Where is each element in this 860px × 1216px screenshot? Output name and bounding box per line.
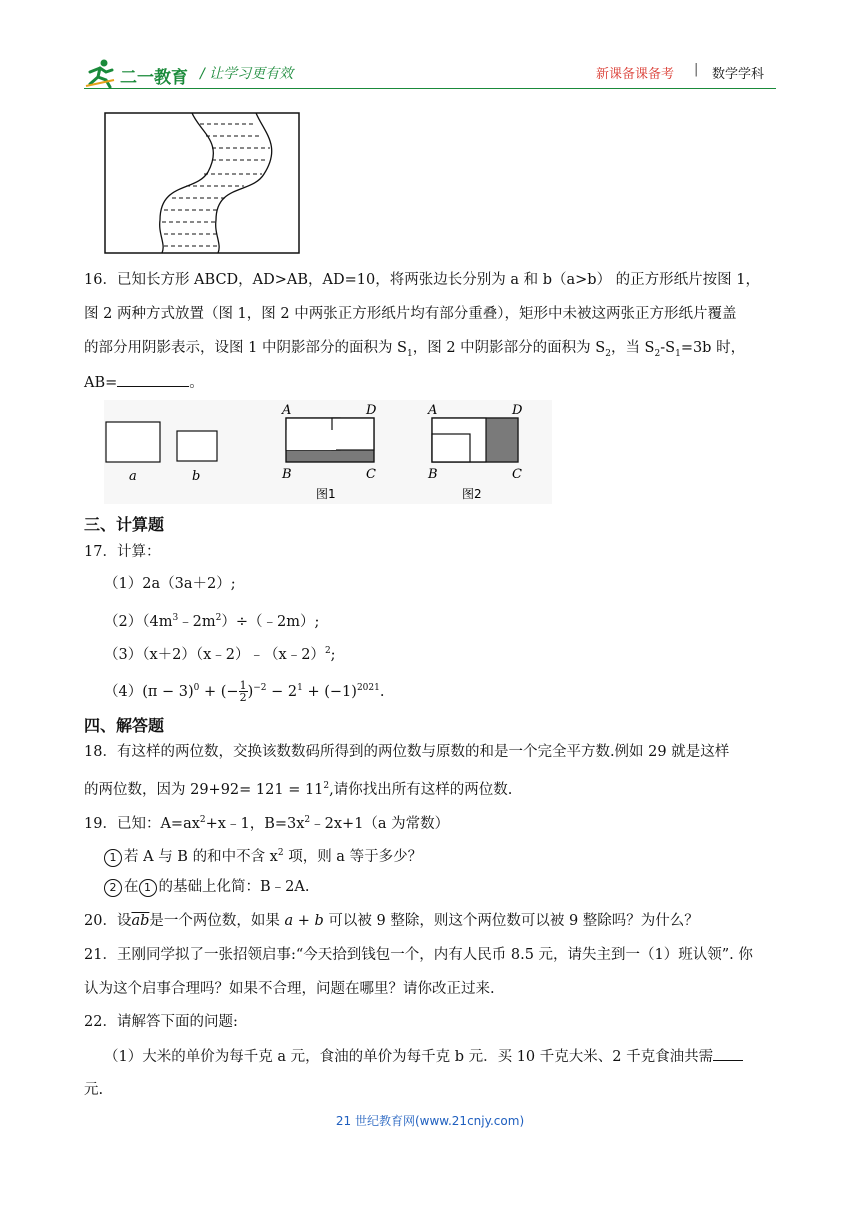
q19-part2: 2 在 1 的基础上化简：B﹣2A. — [104, 877, 309, 897]
header-separator: | — [694, 62, 699, 77]
svg-text:D: D — [512, 403, 523, 418]
answer-blank[interactable] — [713, 1046, 743, 1061]
svg-text:C: C — [512, 467, 522, 482]
q16-line3: 的部分用阴影表示，设图 1 中阴影部分的面积为 $S_1$，图 2 中阴影部分的面积为 $S_2$，当 $S_2-S_1=3b$ 时， — [84, 340, 746, 359]
footer-link[interactable]: 21 世纪教育网(www.21cnjy.com) — [335, 1114, 525, 1128]
squares-figure — [104, 400, 552, 504]
header-rule — [84, 88, 776, 89]
runner-logo-icon — [84, 58, 118, 88]
label-b: b — [192, 469, 201, 484]
answer-blank[interactable] — [117, 372, 189, 387]
river-figure — [104, 112, 300, 254]
fig1-caption: 图1 — [316, 487, 336, 501]
q17-item3: （3）（x＋2）（x﹣2）﹣（x﹣2）$^2$; — [104, 646, 336, 663]
label-a: a — [129, 469, 137, 484]
logo — [84, 58, 194, 88]
svg-text:D: D — [366, 403, 377, 418]
q17-item1: （1）2a（3a＋2）; — [104, 576, 236, 592]
q16-line1: 16．已知长方形 ABCD，AD>AB，AD=10，将两张边长分别为 a 和 b（a>b） 的正方形纸片按图 1， — [84, 272, 761, 288]
q18-line2: 的两位数，因为 $29+92= 121 = 11^2$,请你找出所有这样的两位数. — [84, 781, 513, 798]
svg-text:C: C — [366, 467, 376, 482]
header-subject-label: 数学学科 — [712, 67, 765, 82]
svg-text:B: B — [282, 467, 292, 482]
q16-line4: AB= 。 — [84, 372, 204, 393]
q17-item2: $(2)(4m^3﹣2m^2)\div(﹣2m)$; — [104, 613, 320, 630]
q17-stem: 17．计算： — [84, 544, 161, 560]
fig2-caption: 图2 — [462, 487, 482, 501]
q21-line2: 认为这个启事合理吗？如果不合理，问题在哪里？请你改正过来. — [84, 981, 495, 997]
logo-text: 二一教育 — [120, 68, 188, 88]
q22-part1: （1）大米的单价为每千克 a 元，食油的单价为每千克 b 元．买 10 千克大米、2 千克食油共需 — [104, 1046, 743, 1067]
q16-line2: 图 2 两种方式放置（图 1，图 2 中两张正方形纸片均有部分重叠），矩形中未被这两张正方形纸片覆盖 — [84, 306, 737, 322]
section3-title: 三、计算题 — [84, 515, 165, 534]
q17-item4: $(4)(\pi - 3)^0$ + (− $\frac{1}{2}$ )$^{-2} - 2^1 + (-1)^{2021}$. — [104, 679, 385, 705]
q19-stem: 19．已知：$A=ax^2+x﹣1$，$B=3x^2﹣2x+1(a$ 为常数） — [84, 815, 450, 832]
svg-text:A: A — [282, 403, 292, 418]
svg-text:A: A — [428, 403, 438, 418]
svg-text:B: B — [428, 467, 438, 482]
q18-line1: 18．有这样的两位数，交换该数数码所得到的两位数与原数的和是一个完全平方数.例如 29 就是这样 — [84, 744, 730, 760]
header-slogan: / 让学习更有效 — [200, 66, 294, 82]
q22-part1-end: 元. — [84, 1082, 104, 1098]
q19-part1: 1 若 A 与 B 的和中不含 $x^2$ 项，则 a 等于多少？ — [104, 843, 422, 867]
q22-stem: 22．请解答下面的问题: — [84, 1014, 238, 1030]
q20: 20．设$\overline{ab}$是一个两位数，如果 a + b 可以被 9 整除，则这个两位数可以被 9 整除吗？为什么？ — [84, 913, 699, 929]
header-course-label: 新课备课备考 — [596, 67, 675, 82]
q21-line1: 21．王刚同学拟了一张招领启事:“今天拾到钱包一个，内有人民币 8.5 元，请失主到一（1）班认领”. 你 — [84, 947, 753, 963]
section4-title: 四、解答题 — [84, 716, 165, 735]
